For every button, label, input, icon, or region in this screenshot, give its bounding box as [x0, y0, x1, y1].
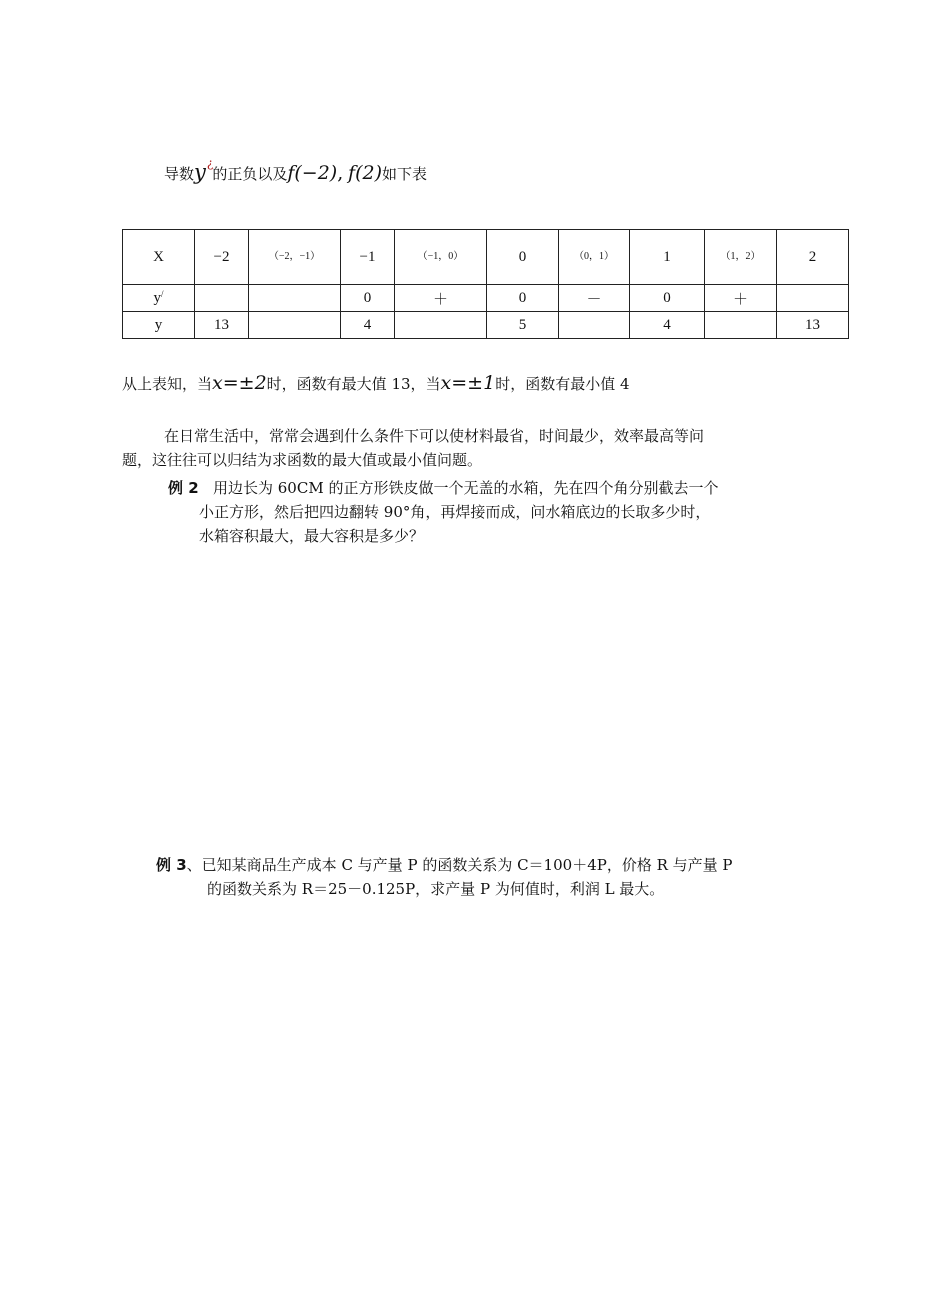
derivative-table — [122, 229, 849, 339]
table-cell: （1，2） — [705, 230, 777, 285]
paragraph-line-2: 题，这往往可以归结为求函数的最大值或最小值问题。 — [122, 451, 483, 469]
table-cell — [195, 285, 249, 312]
table-cell: （0，1） — [559, 230, 630, 285]
f-2: f(2) — [348, 162, 382, 184]
paragraph — [122, 424, 832, 472]
example-2-line-1 — [168, 476, 848, 500]
table-cell: （−2，−1） — [249, 230, 341, 285]
table-cell: ＋ — [705, 285, 777, 312]
table-cell: － — [559, 285, 630, 312]
table-cell: 0 — [341, 285, 395, 312]
conclusion-part2: 时，函数有最大值 13，当 — [266, 375, 441, 393]
equation-min: x=±1 — [440, 372, 496, 394]
y-symbol: y — [194, 160, 206, 184]
example-3 — [156, 853, 846, 901]
table-cell — [705, 312, 777, 339]
prime-mark: / — [160, 289, 164, 299]
table-cell — [395, 312, 487, 339]
table-cell: 4 — [630, 312, 705, 339]
table-cell: 0 — [487, 285, 559, 312]
table-cell: 1 — [630, 230, 705, 285]
conclusion-part3: 时，函数有最小值 4 — [495, 375, 630, 393]
table-cell — [559, 312, 630, 339]
table-cell: −2 — [195, 230, 249, 285]
conclusion-line — [122, 366, 630, 401]
table-cell — [249, 285, 341, 312]
example-2-label: 例 2 — [168, 479, 199, 497]
table-cell: 0 — [630, 285, 705, 312]
paragraph-line-1: 在日常生活中，常常会遇到什么条件下可以使材料最省，时间最少，效率最高等问 — [164, 427, 705, 445]
intro-prefix: 导数 — [164, 165, 195, 183]
table-row-y — [123, 312, 849, 339]
example-2-text: 用边长为 60CM 的正方形铁皮做一个无盖的水箱，先在四个角分别截去一个 — [212, 479, 719, 497]
equation-max: x=±2 — [212, 372, 267, 394]
intro-line — [164, 150, 427, 197]
table-cell: ＋ — [395, 285, 487, 312]
table-cell: −1 — [341, 230, 395, 285]
f-neg2: f(−2) — [287, 162, 338, 184]
table-cell: y — [123, 312, 195, 339]
table-row-yprime — [123, 285, 849, 312]
example-3-line-2: 的函数关系为 R＝25－0.125P，求产量 P 为何值时，利润 L 最大。 — [207, 880, 665, 898]
intro-middle: 的正负以及 — [212, 165, 288, 183]
table-cell: X — [123, 230, 195, 285]
example-2-line-3: 水箱容积最大，最大容积是多少？ — [199, 527, 425, 545]
y-derivative-mark: ¿ — [206, 156, 214, 170]
example-3-label: 例 3 — [156, 856, 187, 874]
example-3-text: 、已知某商品生产成本 C 与产量 P 的函数关系为 C＝100＋4P，价格 R 与产量 P — [186, 856, 733, 874]
table-cell — [249, 312, 341, 339]
table-cell: 13 — [195, 312, 249, 339]
table-cell: （−1，0） — [395, 230, 487, 285]
conclusion-part1: 从上表知，当 — [122, 375, 213, 393]
table-cell-label — [123, 285, 195, 312]
intro-sep: , — [337, 162, 344, 184]
table-cell: 5 — [487, 312, 559, 339]
table-cell: 13 — [777, 312, 849, 339]
example-2 — [168, 476, 848, 548]
table-cell: 0 — [487, 230, 559, 285]
table-row-x — [123, 230, 849, 285]
example-2-line-2: 小正方形，然后把四边翻转 90°角，再焊接而成，问水箱底边的长取多少时， — [199, 503, 711, 521]
yprime-label: y — [153, 290, 161, 306]
table-cell — [777, 285, 849, 312]
example-3-line-1 — [156, 853, 846, 877]
table-cell: 2 — [777, 230, 849, 285]
intro-suffix: 如下表 — [382, 165, 428, 183]
table-cell: 4 — [341, 312, 395, 339]
